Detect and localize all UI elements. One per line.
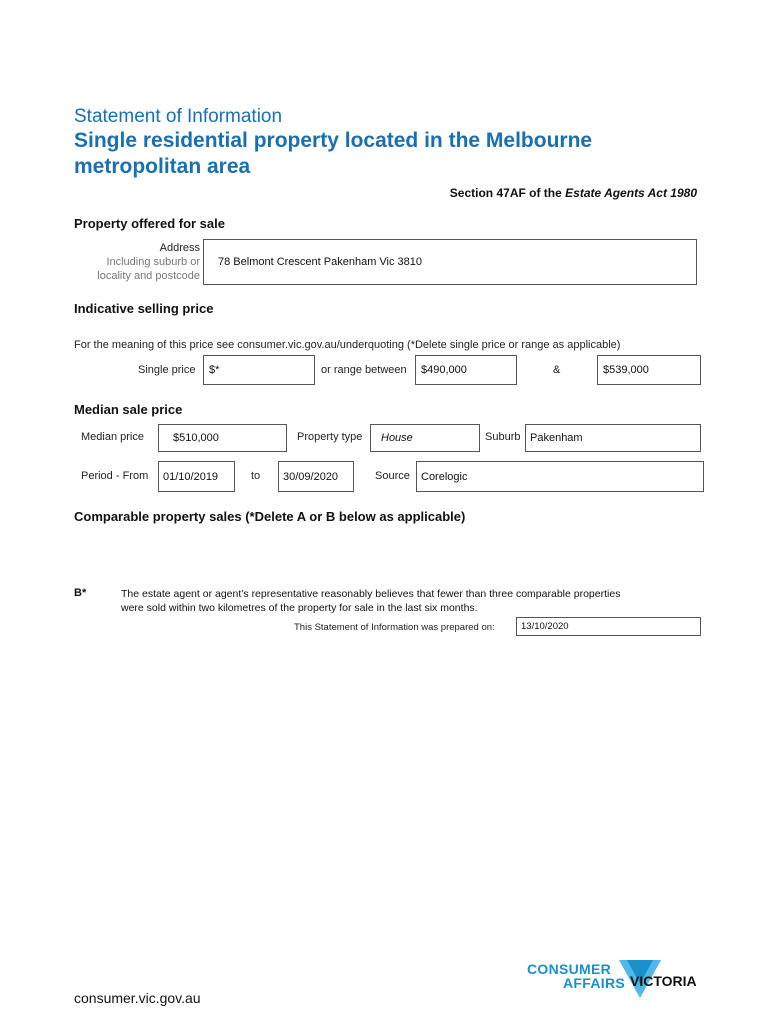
address-field[interactable] [203,239,697,285]
range-high-value: $539,000 [603,364,649,376]
page-title [74,128,592,180]
period-from-value: 01/10/2019 [163,471,219,483]
section-prefix: Section 47AF of the [449,186,566,200]
period-to-field[interactable] [278,461,354,492]
range-low-field[interactable] [415,355,517,385]
period-from-field[interactable] [158,461,235,492]
option-b-marker: B* [74,587,87,599]
logo-victoria: VICTORIA [630,973,697,989]
address-sub2: locality and postcode [97,270,200,282]
prepared-label: This Statement of Information was prepared on: [294,622,495,633]
median-price-value: $510,000 [173,432,219,444]
single-price-field[interactable] [203,355,315,385]
suburb-label: Suburb [485,431,521,443]
footer-url[interactable]: consumer.vic.gov.au [74,990,201,1006]
suburb-field[interactable] [525,424,701,452]
property-type-field[interactable] [370,424,480,452]
range-high-field[interactable] [597,355,701,385]
single-price-label: Single price [138,364,196,376]
address-sub1: Including suburb or [106,256,200,268]
section-reference [450,186,697,200]
median-price-field[interactable] [158,424,287,452]
range-low-value: $490,000 [421,364,467,376]
source-field[interactable] [416,461,704,492]
indicative-note: For the meaning of this price see consumer.vic.gov.au/underquoting (*Delete single price or range as applicable) [74,339,621,351]
logo-affairs: AFFAIRS [563,975,625,991]
source-label: Source [375,470,410,482]
option-b-text [121,587,620,615]
logo-consumer: CONSUMER [527,961,612,977]
period-from-label: Period - From [81,470,149,482]
property-heading: Property offered for sale [74,216,225,231]
property-type-value: House [381,432,413,444]
single-price-value: $* [209,364,220,376]
source-value: Corelogic [421,471,468,483]
pretitle: Statement of Information [74,106,283,127]
indicative-heading: Indicative selling price [74,301,214,316]
range-label: or range between [321,364,407,376]
period-to-label: to [251,470,261,482]
option-b-text-line2: were sold within two kilometres of the property for sale in the last six months. [121,602,478,614]
page-title-line1: Single residential property located in the Melbourne [74,129,593,152]
address-value: 78 Belmont Crescent Pakenham Vic 3810 [218,256,423,268]
median-heading: Median sale price [74,402,183,417]
page-title-line2: metropolitan area [74,155,251,178]
median-price-label: Median price [81,431,144,443]
address-label-group [74,241,200,283]
option-b-text-line1: The estate agent or agent’s representative reasonably believes that fewer than three comparable properties [121,588,621,600]
prepared-date-field[interactable] [516,617,701,636]
section-act: Estate Agents Act 1980 [565,186,697,200]
prepared-date-value: 13/10/2020 [521,621,569,632]
comparable-heading: Comparable property sales (*Delete A or B below as applicable) [74,509,466,524]
range-amp: & [553,364,561,376]
address-label: Address [159,242,200,254]
period-to-value: 30/09/2020 [283,471,339,483]
suburb-value: Pakenham [530,432,583,444]
property-type-label: Property type [297,431,363,443]
consumer-affairs-victoria-logo [527,958,703,1002]
